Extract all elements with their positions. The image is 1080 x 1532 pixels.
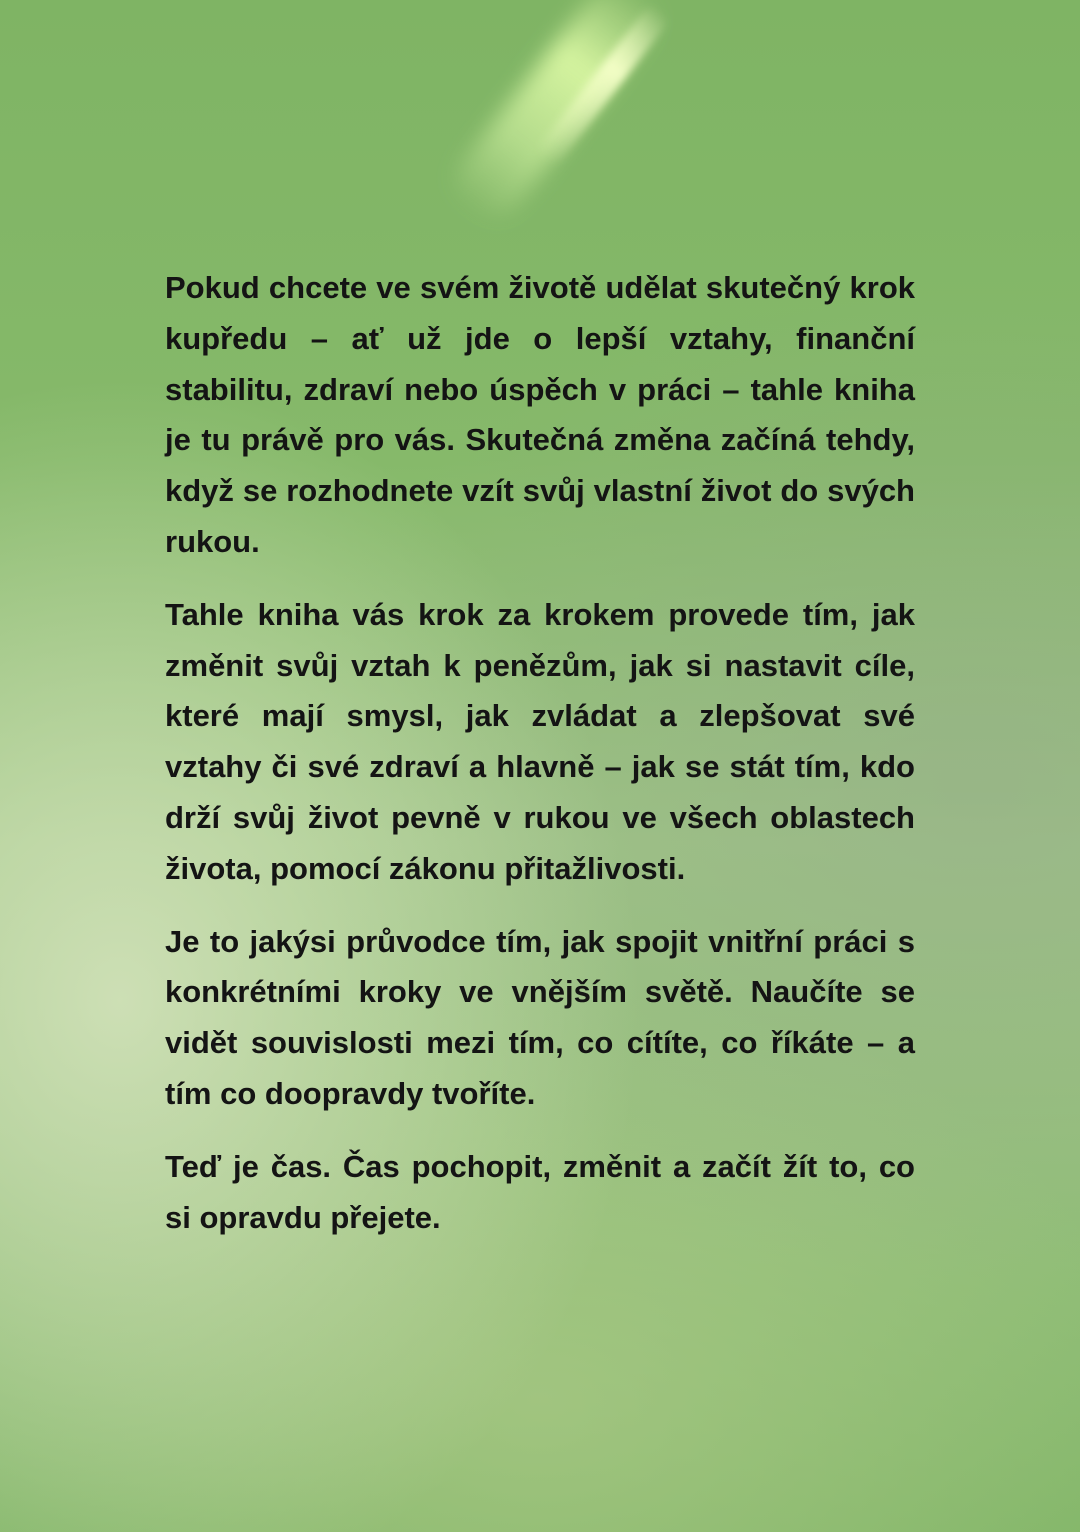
paragraph-3: Je to jakýsi průvodce tím, jak spojit vnitřní práci s konkrétními kroky ve vnějším světě. Naučíte se vidět souvislosti mezi tím, co cítíte, co říkáte – a tím co doopravdy tvoříte. [165, 923, 915, 1111]
blurb-text [165, 263, 915, 1265]
paragraph-1: Pokud chcete ve svém životě udělat skutečný krok kupředu – ať už jde o lepší vztahy, finanční stabilitu, zdraví nebo úspěch v práci – tahle kniha je tu právě pro vás. Skutečná změna začíná tehdy, když se rozhodnete vzít svůj vlastní život do svých rukou. [165, 270, 915, 559]
paragraph-2: Tahle kniha vás krok za krokem provede tím, jak změnit svůj vztah k penězům, jak si nastavit cíle, které mají smysl, jak zvládat a zlepšovat své vztahy či své zdraví a hlavně – jak se stát tím, kdo drží svůj život pevně v rukou ve všech oblastech života, pomocí zákonu přitažlivosti. [165, 596, 915, 886]
paragraph-4: Teď je čas. Čas pochopit, změnit a začít žít to, co si opravdu přejete. [165, 1148, 915, 1235]
